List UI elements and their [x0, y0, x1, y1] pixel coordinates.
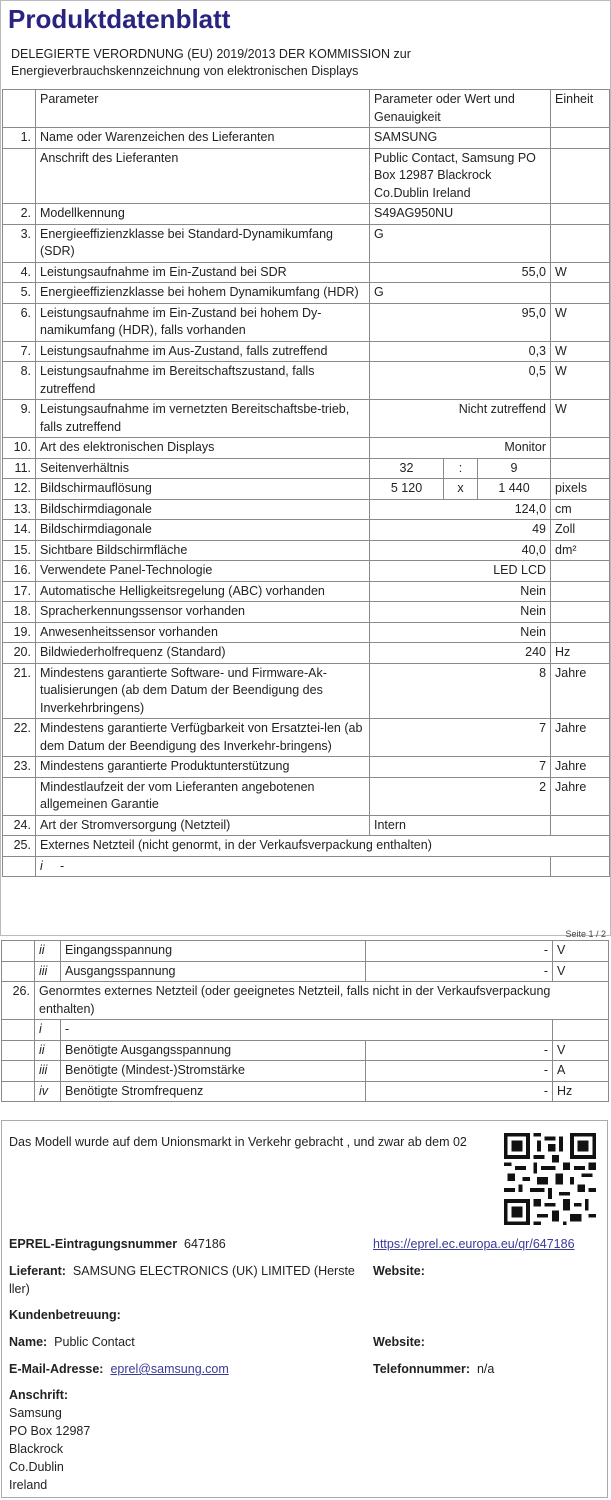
table-row — [3, 540, 610, 561]
row-parameter: Bildschirmdiagonale — [36, 520, 370, 541]
eprel-number: 647186 — [184, 1237, 226, 1251]
row-parameter: Spracherkennungssensor vorhanden — [36, 602, 370, 623]
row-unit — [551, 856, 610, 877]
table-row — [3, 719, 610, 757]
row-number: 25. — [3, 836, 36, 857]
subrow-value: - — [60, 858, 65, 873]
row-value: 7 — [370, 719, 551, 757]
row-value: 2 — [370, 777, 551, 815]
row-unit — [551, 283, 610, 304]
row-number: 11. — [3, 458, 36, 479]
table-row — [3, 283, 610, 304]
address-label: Anschrift: — [9, 1388, 69, 1402]
row-value: SAMSUNG — [370, 128, 551, 149]
table-row — [3, 520, 610, 541]
row-number: 10. — [3, 438, 36, 459]
address-block — [9, 1404, 90, 1494]
row-parameter: Sichtbare Bildschirmfläche — [36, 540, 370, 561]
subrow-unit: Hz — [553, 1081, 609, 1102]
subrow-value: - — [366, 1081, 553, 1102]
row-value: 95,0 — [370, 303, 551, 341]
row-parameter: Energieeffizienzklasse bei hohem Dynamikumfang (HDR) — [36, 283, 370, 304]
table-subrow — [3, 856, 610, 877]
table-row — [3, 458, 610, 479]
row-number: 1. — [3, 128, 36, 149]
row-value: 124,0 — [370, 499, 551, 520]
row-parameter: Leistungsaufnahme im Bereitschaftszustand, falls zutreffend — [36, 362, 370, 400]
row-number-empty — [3, 856, 36, 877]
table-row — [3, 362, 610, 400]
table-row — [3, 148, 610, 204]
supplier-value-line1: SAMSUNG ELECTRONICS (UK) LIMITED (Herste — [72, 1264, 355, 1278]
subrow-index: ii — [35, 941, 61, 962]
row-number: 19. — [3, 622, 36, 643]
table-row — [3, 341, 610, 362]
row-unit — [551, 815, 610, 836]
table-header-row — [3, 90, 610, 128]
row-value: G — [370, 283, 551, 304]
row-unit — [551, 458, 610, 479]
row-parameter: Leistungsaufnahme im vernetzten Bereitschaftsbe-trieb, falls zutreffend — [36, 400, 370, 438]
row-parameter: Mindestens garantierte Verfügbarkeit von Ersatztei-len (ab dem Datum der Beendigung des Inverkehr-bringens) — [36, 719, 370, 757]
row-unit: Jahre — [551, 777, 610, 815]
row-parameter: Mindestlaufzeit der vom Lieferanten angebotenen allgemeinen Garantie — [36, 777, 370, 815]
row-parameter: Anwesenheitssensor vorhanden — [36, 622, 370, 643]
row-unit: pixels — [551, 479, 610, 500]
row-number: 3. — [3, 224, 36, 262]
subrow-unit: V — [553, 941, 609, 962]
row-number: 24. — [3, 815, 36, 836]
row-number: 23. — [3, 757, 36, 778]
row-value: Nicht zutreffend — [370, 400, 551, 438]
table-row — [3, 499, 610, 520]
row-unit: W — [551, 303, 610, 341]
row-value: 55,0 — [370, 262, 551, 283]
qr-code-icon[interactable] — [504, 1133, 596, 1225]
row-number-empty — [2, 1020, 35, 1041]
row-parameter: Leistungsaufnahme im Aus-Zustand, falls zutreffend — [36, 341, 370, 362]
supplier-info — [9, 1262, 364, 1298]
row-value-left: 32 — [370, 458, 444, 479]
row-unit: cm — [551, 499, 610, 520]
row-number — [3, 777, 36, 815]
subrow-index: i — [35, 1020, 61, 1041]
subrow-value: - — [61, 1020, 553, 1041]
row-value: 40,0 — [370, 540, 551, 561]
subrow-label: Benötigte Stromfrequenz — [61, 1081, 366, 1102]
table-row — [3, 757, 610, 778]
eprel-info-box — [1, 1120, 608, 1498]
row-parameter: Automatische Helligkeitsregelung (ABC) vorhanden — [36, 581, 370, 602]
row-parameter: Mindestens garantierte Software- und Firmware-Ak-tualisierungen (ab dem Datum der Beendigung des Inverkehrbringens) — [36, 663, 370, 719]
header-unit: Einheit — [551, 90, 610, 128]
table-row — [3, 836, 610, 857]
row-value: G — [370, 224, 551, 262]
row-value: Intern — [370, 815, 551, 836]
supplier-label: Lieferant: — [9, 1264, 66, 1278]
row-parameter: Bildwiederholfrequenz (Standard) — [36, 643, 370, 664]
table-row — [3, 224, 610, 262]
row-value: 49 — [370, 520, 551, 541]
contact-email — [9, 1360, 229, 1378]
supplier-website-label: Website: — [373, 1264, 425, 1278]
row-number: 13. — [3, 499, 36, 520]
subrow-label: Benötigte Ausgangsspannung — [61, 1040, 366, 1061]
table-row — [3, 777, 610, 815]
row-parameter: Verwendete Panel-Technologie — [36, 561, 370, 582]
row-unit: W — [551, 341, 610, 362]
address-line: Blackrock — [9, 1442, 64, 1456]
table-row — [3, 262, 610, 283]
row-number: 8. — [3, 362, 36, 400]
table-subrow — [2, 1061, 609, 1082]
row-number-empty — [2, 1040, 35, 1061]
address-line: PO Box 12987 — [9, 1424, 91, 1438]
product-data-table-continued — [1, 940, 609, 1102]
subrow-index: ii — [35, 1040, 61, 1061]
row-number: 26. — [2, 982, 35, 1020]
row-number: 21. — [3, 663, 36, 719]
subrow-label: Benötigte (Mindest-)Stromstärke — [61, 1061, 366, 1082]
row-parameter: Name oder Warenzeichen des Lieferanten — [36, 128, 370, 149]
row-parameter: Art der Stromversorgung (Netzteil) — [36, 815, 370, 836]
contact-phone — [373, 1360, 494, 1378]
row-number: 17. — [3, 581, 36, 602]
row-unit — [551, 602, 610, 623]
row-parameter: Mindestens garantierte Produktunterstützung — [36, 757, 370, 778]
subrow-index: iv — [35, 1081, 61, 1102]
row-unit — [551, 581, 610, 602]
row-value: 240 — [370, 643, 551, 664]
row-value-right: 9 — [478, 458, 551, 479]
row-value: Nein — [370, 622, 551, 643]
row-value: Public Contact, Samsung PO Box 12987 Blackrock Co.Dublin Ireland — [370, 148, 551, 204]
table-row — [3, 128, 610, 149]
row-number: 22. — [3, 719, 36, 757]
row-unit: W — [551, 362, 610, 400]
table-row — [3, 643, 610, 664]
row-value: 7 — [370, 757, 551, 778]
row-number: 9. — [3, 400, 36, 438]
table-row — [3, 400, 610, 438]
subrow-index: iii — [35, 961, 61, 982]
market-date-text: Das Modell wurde auf dem Unionsmarkt in Verkehr gebracht , und zwar ab dem 02 — [9, 1135, 467, 1149]
table-row — [3, 815, 610, 836]
row-number: 18. — [3, 602, 36, 623]
row-value-right: 1 440 — [478, 479, 551, 500]
subrow-unit: A — [553, 1061, 609, 1082]
row-unit: W — [551, 262, 610, 283]
row-parameter: Energieeffizienzklasse bei Standard-Dynamikumfang (SDR) — [36, 224, 370, 262]
subrow-unit: V — [553, 961, 609, 982]
email-link[interactable]: eprel@samsung.com — [110, 1362, 229, 1376]
subrow-unit: V — [553, 1040, 609, 1061]
address-line: Samsung — [9, 1406, 62, 1420]
table-subrow — [2, 941, 609, 962]
row-number-empty — [2, 1081, 35, 1102]
subrow-index: i — [40, 858, 43, 873]
row-number: 2. — [3, 204, 36, 225]
table-subrow — [2, 1040, 609, 1061]
row-value: Nein — [370, 602, 551, 623]
row-parameter: Bildschirmdiagonale — [36, 499, 370, 520]
eprel-label: EPREL-Eintragungsnummer — [9, 1237, 178, 1251]
row-number: 6. — [3, 303, 36, 341]
row-number-empty — [2, 1061, 35, 1082]
subrow-value: - — [366, 1061, 553, 1082]
row-value: LED LCD — [370, 561, 551, 582]
subrow-content — [36, 856, 551, 877]
subrow-value: - — [366, 941, 553, 962]
row-unit: dm² — [551, 540, 610, 561]
contact-name — [9, 1333, 135, 1351]
row-parameter: Modellkennung — [36, 204, 370, 225]
row-parameter: Art des elektronischen Displays — [36, 438, 370, 459]
subrow-index: iii — [35, 1061, 61, 1082]
table-subrow — [2, 1020, 609, 1041]
row-parameter: Externes Netzteil (nicht genormt, in der Verkaufsverpackung enthalten) — [36, 836, 610, 857]
subrow-label: Eingangsspannung — [61, 941, 366, 962]
row-value: Monitor — [370, 438, 551, 459]
row-parameter: Leistungsaufnahme im Ein-Zustand bei hohem Dy-namikumfang (HDR), falls vorhanden — [36, 303, 370, 341]
row-unit: Jahre — [551, 719, 610, 757]
table-subrow — [2, 1081, 609, 1102]
table-row — [3, 663, 610, 719]
regulation-subtitle: DELEGIERTE VERORDNUNG (EU) 2019/2013 DER KOMMISSION zur Energieverbrauchskennzeichnung von elektronischen Displays — [11, 47, 411, 78]
row-value: 0,5 — [370, 362, 551, 400]
row-unit: Jahre — [551, 663, 610, 719]
row-unit — [551, 622, 610, 643]
row-parameter: Bildschirmauflösung — [36, 479, 370, 500]
row-parameter: Genormtes externes Netzteil (oder geeignetes Netzteil, falls nicht in der Verkaufsverpackung enthalten) — [35, 982, 609, 1020]
table-row — [3, 622, 610, 643]
row-unit: W — [551, 400, 610, 438]
table-row — [2, 982, 609, 1020]
row-number: 15. — [3, 540, 36, 561]
table-row — [3, 581, 610, 602]
row-number: 20. — [3, 643, 36, 664]
row-value-separator: : — [444, 458, 478, 479]
row-unit — [551, 438, 610, 459]
address-line: Co.Dublin — [9, 1460, 64, 1474]
row-parameter: Seitenverhältnis — [36, 458, 370, 479]
customer-service-label: Kundenbetreuung: — [9, 1308, 121, 1322]
header-parameter: Parameter — [36, 90, 370, 128]
row-unit: Zoll — [551, 520, 610, 541]
subrow-value: - — [366, 1040, 553, 1061]
row-number-empty — [2, 961, 35, 982]
row-unit: Hz — [551, 643, 610, 664]
subrow-value: - — [366, 961, 553, 982]
supplier-value-line2: ller) — [9, 1282, 30, 1296]
row-unit — [551, 224, 610, 262]
row-number: 7. — [3, 341, 36, 362]
row-number-empty — [2, 941, 35, 962]
product-data-table — [2, 89, 610, 877]
row-value-separator: x — [444, 479, 478, 500]
table-subrow — [2, 961, 609, 982]
row-parameter: Anschrift des Lieferanten — [36, 148, 370, 204]
page-number: Seite 1 / 2 — [565, 929, 606, 939]
table-row — [3, 438, 610, 459]
name-value: Public Contact — [54, 1335, 135, 1349]
row-number: 16. — [3, 561, 36, 582]
table-row — [3, 561, 610, 582]
page-title: Produktdatenblatt — [8, 4, 231, 34]
row-parameter: Leistungsaufnahme im Ein-Zustand bei SDR — [36, 262, 370, 283]
row-number: 14. — [3, 520, 36, 541]
phone-value: n/a — [476, 1362, 495, 1376]
row-value-left: 5 120 — [370, 479, 444, 500]
table-row — [3, 602, 610, 623]
row-unit: Jahre — [551, 757, 610, 778]
name-label: Name: — [9, 1335, 48, 1349]
address-line: Ireland — [9, 1478, 48, 1492]
table-row — [3, 204, 610, 225]
row-number: 5. — [3, 283, 36, 304]
table-row — [3, 479, 610, 500]
row-value: 8 — [370, 663, 551, 719]
phone-label: Telefonnummer: — [373, 1362, 470, 1376]
row-value: Nein — [370, 581, 551, 602]
row-number: 12. — [3, 479, 36, 500]
header-value: Parameter oder Wert und Genauigkeit — [370, 90, 551, 128]
row-unit — [551, 204, 610, 225]
eprel-url-link[interactable]: https://eprel.ec.europa.eu/qr/647186 — [373, 1237, 575, 1251]
row-value: S49AG950NU — [370, 204, 551, 225]
row-unit — [551, 128, 610, 149]
table-row — [3, 303, 610, 341]
row-number: 4. — [3, 262, 36, 283]
row-unit — [551, 561, 610, 582]
email-label: E-Mail-Adresse: — [9, 1362, 104, 1376]
row-value: 0,3 — [370, 341, 551, 362]
subrow-label: Ausgangsspannung — [61, 961, 366, 982]
eprel-registration — [9, 1235, 226, 1253]
row-unit — [551, 148, 610, 204]
subrow-unit — [553, 1020, 609, 1041]
contact-website-label: Website: — [373, 1335, 425, 1349]
row-number — [3, 148, 36, 204]
